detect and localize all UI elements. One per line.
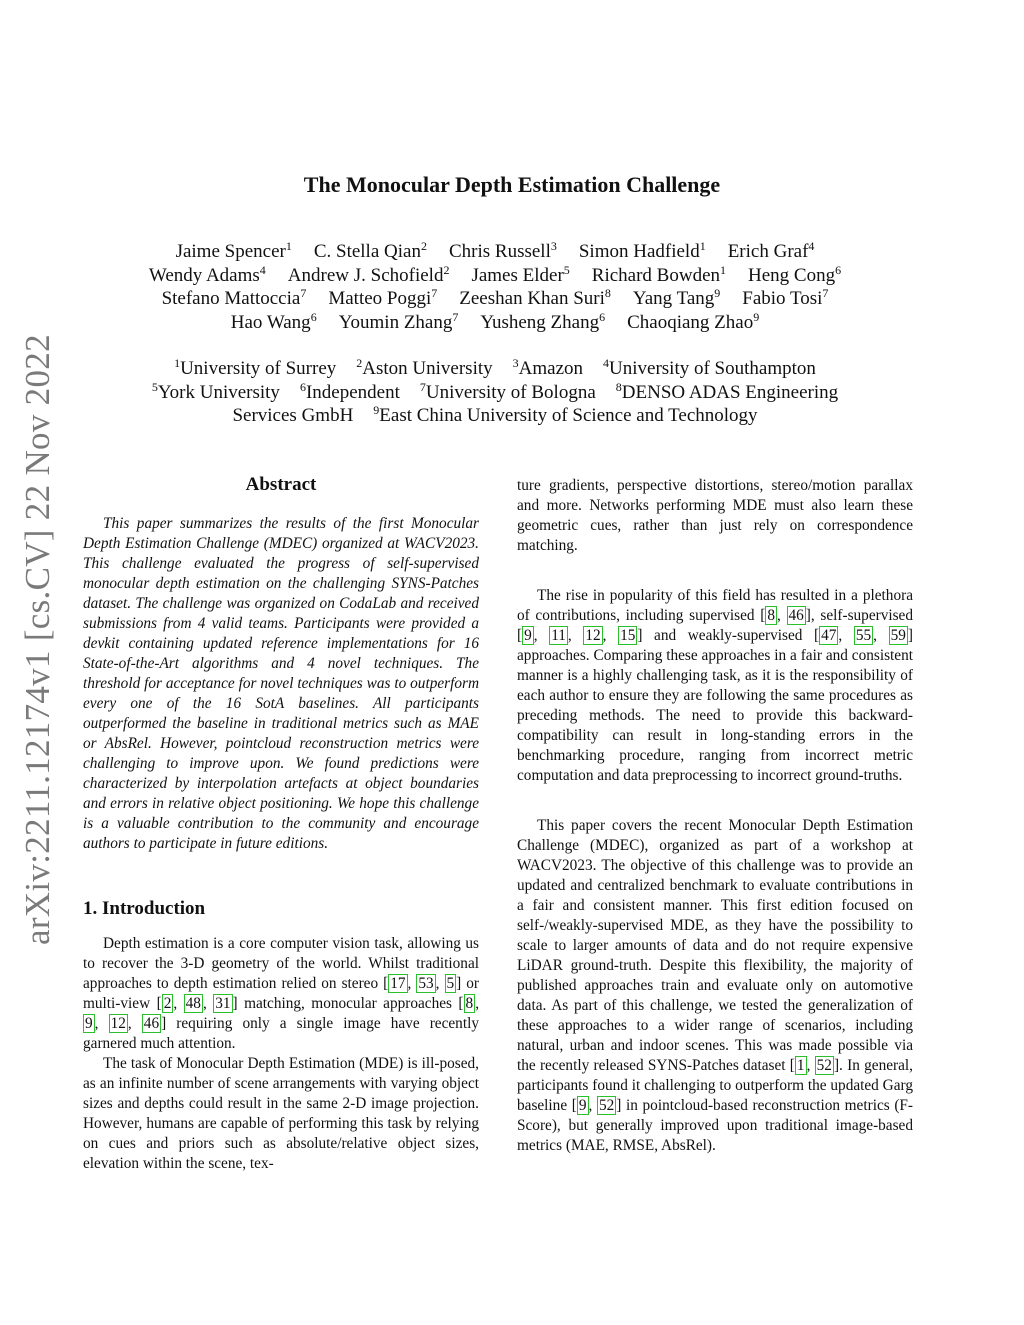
arxiv-identifier-stamp: arXiv:2211.12174v1 [cs.CV] 22 Nov 2022 <box>18 334 57 945</box>
affiliation-name: $^9$East China University of Science and Technology <box>373 403 758 426</box>
author-name: Fabio Tosi$^7$ <box>742 286 829 309</box>
author-line <box>80 240 910 264</box>
affiliation-name: $^3$Amazon <box>512 356 584 379</box>
citation-link[interactable]: 8 <box>465 995 474 1012</box>
right-column <box>517 476 913 1156</box>
author-name: Yang Tang$^9$ <box>632 286 721 309</box>
citation-link[interactable]: 9 <box>85 1015 93 1032</box>
author-name: James Elder$^5$ <box>471 262 570 286</box>
author-name: Youmin Zhang$^7$ <box>338 309 459 333</box>
intro-paragraph-1: Depth estimation is a core computer vision task, allowing us to recover the 3-D geometry of the world. Whilst traditional approaches to depth estimation relied on stereo [ 17 , 53 , 5 ] or multi-view [ 2 , 48 , 31 ] matching, monocular approaches [ 8 , 9 , 12 , 46 ] requiring only a single image have recently garnered much attention. <box>83 935 480 1052</box>
citation-link[interactable]: 17 <box>390 975 406 992</box>
citation-link[interactable]: 48 <box>185 995 201 1012</box>
affiliation-marker: 2 <box>420 239 427 254</box>
affiliation-marker: 1 <box>699 239 706 254</box>
affiliation-name: $^6$Independent <box>299 379 400 403</box>
abstract-text: This paper summarizes the results of the first Monocular Depth Estimation Challenge (MDEC) organized at WACV2023. This challenge evaluated the progress of self-supervised monocular depth estimation on the challenging SYNS-Patches dataset. The challenge was organized on CodaLab and received submissions from 4 valid teams. Participants were provided a devkit containing updated reference implementations for 16 State-of-the-Art algorithms and 4 novel techniques. The threshold for acceptance for novel techniques was to outperform every one of the 16 SotA baselines. All participants outperformed the baseline in traditional metrics such as MAE or AbsRel. However, pointcloud reconstruction metrics were challenging to improve upon. We found predictions were characterized by interpolation artefacts at object boundaries and errors in relative object positioning. We hope this challenge is a valuable contribution to the community and encourage authors to participate in future editions. <box>83 515 479 852</box>
affiliation-marker: 7 <box>822 286 829 301</box>
citation-link[interactable]: 55 <box>855 627 872 644</box>
citation-link[interactable]: 31 <box>215 995 231 1012</box>
author-name: Stefano Mattoccia$^7$ <box>161 286 307 309</box>
affiliation-number: 3 <box>512 356 519 371</box>
citation-link[interactable]: 52 <box>598 1097 615 1114</box>
affiliation-marker: 4 <box>808 239 815 254</box>
citation-link[interactable]: 52 <box>816 1057 832 1074</box>
affiliation-marker: 2 <box>443 262 450 277</box>
citation-link[interactable]: 8 <box>767 607 775 624</box>
author-line <box>80 287 910 311</box>
affiliation-number: 8 <box>615 379 622 394</box>
affiliation-number: 2 <box>356 356 363 371</box>
affiliation-list <box>95 357 895 428</box>
affiliation-name: $^5$York University <box>151 379 280 403</box>
affiliation-marker: 8 <box>604 286 611 301</box>
author-list <box>80 240 910 334</box>
author-line <box>80 264 910 288</box>
author-name: Matteo Poggi$^7$ <box>328 286 438 309</box>
affiliation-name: $^4$University of Southampton <box>603 356 816 379</box>
author-name: Hao Wang$^6$ <box>230 309 317 333</box>
left-column <box>83 474 479 1174</box>
affiliation-marker: 3 <box>550 239 557 254</box>
affiliation-line <box>95 357 895 381</box>
citation-link[interactable]: 9 <box>524 627 532 644</box>
affiliation-name: $^8$DENSO ADAS Engineering <box>615 379 839 403</box>
author-name: Wendy Adams$^4$ <box>148 262 266 286</box>
citation-link[interactable]: 12 <box>110 1015 126 1032</box>
affiliation-line <box>95 381 895 405</box>
affiliation-marker: 5 <box>563 262 570 277</box>
citation-link[interactable]: 1 <box>796 1057 805 1074</box>
affiliation-marker: 6 <box>310 309 317 324</box>
author-line <box>80 311 910 335</box>
affiliation-marker: 9 <box>714 286 721 301</box>
citation-link[interactable]: 47 <box>821 627 837 644</box>
citation-link[interactable]: 11 <box>551 627 566 644</box>
author-name: Yusheng Zhang$^6$ <box>480 309 606 333</box>
abstract-heading: Abstract <box>245 474 317 495</box>
citation-link[interactable]: 15 <box>620 627 636 644</box>
author-name: Andrew J. Schofield$^2$ <box>287 262 450 286</box>
author-name: Chris Russell$^3$ <box>448 239 557 262</box>
affiliation-number: 9 <box>373 403 380 418</box>
affiliation-marker: 7 <box>452 309 459 324</box>
affiliation-name: $^2$Aston University <box>356 356 493 379</box>
author-name: Jaime Spencer$^1$ <box>175 239 292 262</box>
citation-link[interactable]: 12 <box>585 627 601 644</box>
intro-paragraph-2: The task of Monocular Depth Estimation (MDE) is ill-posed, as an infinite number of scene arrangements with varying object sizes and depths could result in the same 2-D image projection. However, humans are capable of performing this task by relying on cues and priors such as absolute/relative object sizes, elevation within the scene, tex- <box>83 1055 479 1172</box>
author-name: Heng Cong$^6$ <box>748 262 842 286</box>
author-name: Zeeshan Khan Suri$^8$ <box>459 286 611 309</box>
affiliation-name: $^1$University of Surrey <box>174 356 337 379</box>
affiliation-line <box>95 404 895 428</box>
affiliation-number: 5 <box>151 379 158 394</box>
author-name: Simon Hadfield$^1$ <box>578 239 706 262</box>
affiliation-number: 1 <box>174 356 181 371</box>
affiliation-marker: 7 <box>431 286 438 301</box>
affiliation-number: 7 <box>419 379 426 394</box>
section-heading-introduction: 1. Introduction <box>83 898 206 919</box>
intro-paragraph-3: The rise in popularity of this field has resulted in a plethora of contributions, including supervised [ 8 , 46 ], self-supervised [ 9 , 11 , 12 , 15 ] and weakly-supervised [ 47 , 55 , 59 ] approaches. Comparing these approaches in a fair and consistent manner is a highly challenging task, as it is the responsibility of each author to ensure they are following the same procedures as preceding methods. The need to provide this backward-compatibility can result in long-standing errors in the benchmarking procedure, ranging from incorrect metric computation and data preprocessing to incorrect ground-truths. <box>517 587 913 784</box>
citation-link[interactable]: 2 <box>163 995 172 1012</box>
affiliation-marker: 7 <box>300 286 307 301</box>
affiliation-marker: 9 <box>753 309 760 324</box>
paper-title: The Monocular Depth Estimation Challenge <box>303 172 721 197</box>
affiliation-marker: 6 <box>835 262 842 277</box>
citation-link[interactable]: 46 <box>143 1015 160 1032</box>
intro-paragraph-2-continued: ture gradients, perspective distortions, stereo/motion parallax and more. Networks performing MDE must also learn these geometric cues, rather than just rely on correspondence matching. <box>517 477 913 554</box>
citation-link[interactable]: 5 <box>446 975 455 992</box>
author-name: Chaoqiang Zhao$^9$ <box>627 309 760 333</box>
author-name: C. Stella Qian$^2$ <box>313 239 427 262</box>
intro-paragraph-4: This paper covers the recent Monocular Depth Estimation Challenge (MDEC), organized as part of a workshop at WACV2023. The objective of this challenge was to provide an updated and centralized benchmark to evaluate contributions in a fair and consistent manner. This first edition focused on self-/weakly-supervised MDE, as they have the possibility to scale to larger amounts of data and do not require expensive LiDAR ground-truth. Despite this flexibility, the majority of published approaches train and evaluate only on automotive data. As part of this challenge, we tested the generalization of these approaches to a wider range of scenarios, including natural, urban and indoor scenes. This was made possible via the recently released SYNS-Patches dataset [ 1 , 52 ]. In general, participants found it challenging to outperform the updated Garg baseline [ 9 , 52 ] in pointcloud-based reconstruction metrics (F-Score), but generally improved upon traditional image-based metrics (MAE, RMSE, AbsRel). <box>517 817 914 1154</box>
citation-link[interactable]: 9 <box>578 1097 587 1114</box>
affiliation-marker: 1 <box>720 262 727 277</box>
affiliation-name: $^7$University of Bologna <box>419 379 596 403</box>
author-name: Richard Bowden$^1$ <box>591 262 727 286</box>
affiliation-marker: 6 <box>599 309 606 324</box>
affiliation-number: 6 <box>299 379 306 394</box>
author-name: Erich Graf$^4$ <box>727 239 815 262</box>
affiliation-number: 4 <box>603 356 610 371</box>
citation-link[interactable]: 46 <box>788 607 804 624</box>
affiliation-name: Services GmbH <box>232 405 354 426</box>
affiliation-marker: 1 <box>285 239 292 254</box>
citation-link[interactable]: 53 <box>418 975 434 992</box>
citation-link[interactable]: 59 <box>890 627 906 644</box>
affiliation-marker: 4 <box>259 262 266 277</box>
